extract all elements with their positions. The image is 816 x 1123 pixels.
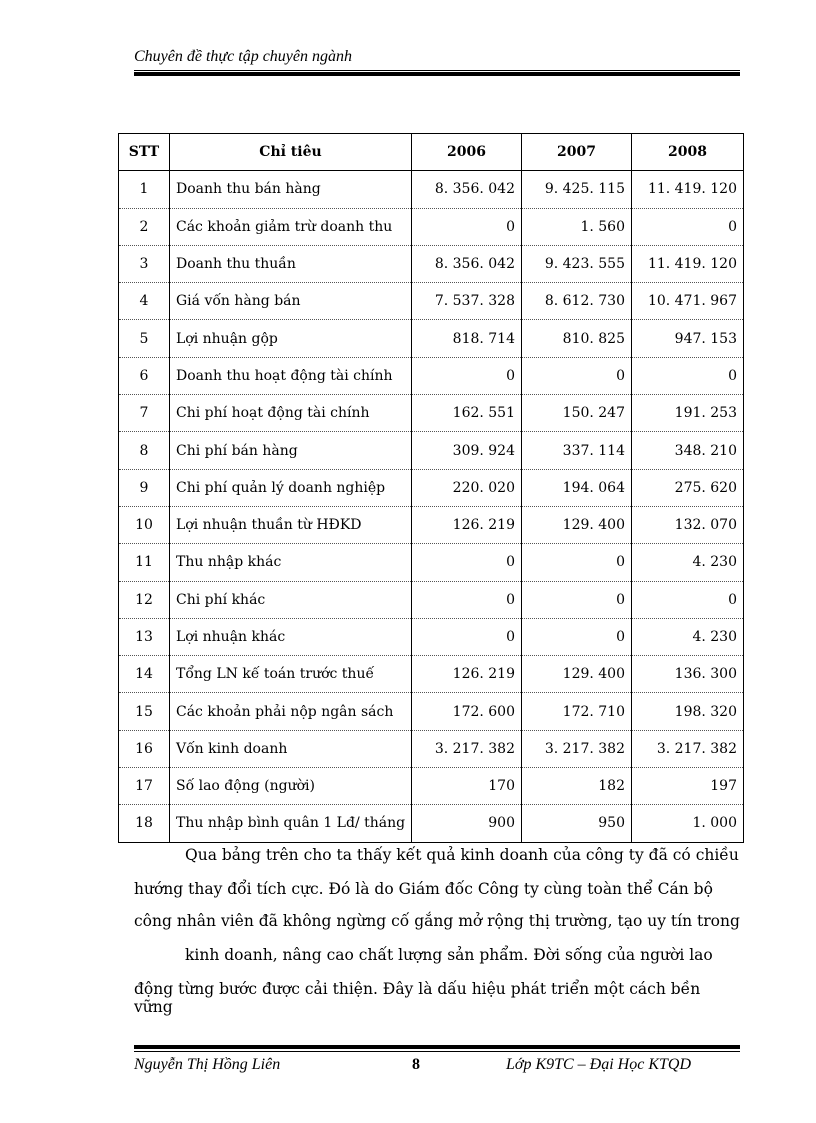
row-value-2007-cell: 3. 217. 382 — [522, 730, 632, 767]
paragraph-line: công nhân viên đã không ngừng cố gắng mở rộng thị trường, tạo uy tín trong — [134, 912, 740, 930]
row-value-2008-cell: 0 — [632, 581, 744, 618]
row-value-2006-cell: 309. 924 — [412, 432, 522, 469]
paragraph-line: kinh doanh, nâng cao chất lượng sản phẩm. Đời sống của người lao — [185, 946, 713, 964]
row-stt-cell: 16 — [119, 730, 170, 767]
row-value-2007-cell: 950 — [522, 805, 632, 842]
row-value-2006-cell: 0 — [412, 618, 522, 655]
row-stt-cell: 3 — [119, 245, 170, 282]
table-row — [119, 581, 744, 618]
row-value-2007-cell: 150. 247 — [522, 395, 632, 432]
row-indicator-cell: Chi phí hoạt động tài chính — [170, 395, 412, 432]
row-value-2006-cell: 818. 714 — [412, 320, 522, 357]
row-value-2008-cell: 275. 620 — [632, 469, 744, 506]
table-row — [119, 320, 744, 357]
row-value-2008-cell: 136. 300 — [632, 656, 744, 693]
row-value-2008-cell: 0 — [632, 357, 744, 394]
table-row — [119, 506, 744, 543]
row-value-2008-cell: 348. 210 — [632, 432, 744, 469]
row-stt-cell: 18 — [119, 805, 170, 842]
row-value-2006-cell: 0 — [412, 544, 522, 581]
table-row — [119, 245, 744, 282]
row-value-2007-cell: 194. 064 — [522, 469, 632, 506]
table-row — [119, 693, 744, 730]
row-value-2006-cell: 170 — [412, 768, 522, 805]
row-value-2008-cell: 198. 320 — [632, 693, 744, 730]
row-stt-cell: 10 — [119, 506, 170, 543]
row-value-2007-cell: 0 — [522, 618, 632, 655]
table-row — [119, 357, 744, 394]
row-value-2008-cell: 197 — [632, 768, 744, 805]
column-header-2006: 2006 — [412, 134, 522, 171]
row-value-2006-cell: 0 — [412, 581, 522, 618]
row-value-2007-cell: 172. 710 — [522, 693, 632, 730]
column-header-2008: 2008 — [632, 134, 744, 171]
row-value-2006-cell: 126. 219 — [412, 506, 522, 543]
column-header-indicator: Chỉ tiêu — [170, 134, 412, 171]
row-stt-cell: 12 — [119, 581, 170, 618]
row-value-2008-cell: 11. 419. 120 — [632, 245, 744, 282]
row-indicator-cell: Vốn kinh doanh — [170, 730, 412, 767]
row-value-2008-cell: 191. 253 — [632, 395, 744, 432]
footer-rule-thick — [134, 1045, 740, 1049]
row-value-2006-cell: 7. 537. 328 — [412, 283, 522, 320]
footer-rule-thin — [134, 1051, 740, 1052]
row-value-2007-cell: 1. 560 — [522, 208, 632, 245]
row-value-2007-cell: 129. 400 — [522, 506, 632, 543]
row-value-2006-cell: 0 — [412, 208, 522, 245]
table-row — [119, 656, 744, 693]
row-value-2008-cell: 4. 230 — [632, 544, 744, 581]
table-header-row — [119, 134, 744, 171]
row-value-2006-cell: 126. 219 — [412, 656, 522, 693]
row-value-2007-cell: 8. 612. 730 — [522, 283, 632, 320]
table-row — [119, 618, 744, 655]
row-value-2007-cell: 337. 114 — [522, 432, 632, 469]
row-stt-cell: 9 — [119, 469, 170, 506]
row-value-2008-cell: 947. 153 — [632, 320, 744, 357]
table-row — [119, 395, 744, 432]
row-indicator-cell: Giá vốn hàng bán — [170, 283, 412, 320]
row-value-2007-cell: 9. 425. 115 — [522, 171, 632, 208]
row-indicator-cell: Doanh thu hoạt động tài chính — [170, 357, 412, 394]
table-row — [119, 432, 744, 469]
row-indicator-cell: Doanh thu thuần — [170, 245, 412, 282]
row-stt-cell: 1 — [119, 171, 170, 208]
row-indicator-cell: Thu nhập khác — [170, 544, 412, 581]
row-indicator-cell: Lợi nhuận thuần từ HĐKD — [170, 506, 412, 543]
table-row — [119, 283, 744, 320]
paragraph-line: động từng bước được cải thiện. Đây là dấu hiệu phát triển một cách bền vững — [134, 980, 701, 1016]
row-value-2008-cell: 4. 230 — [632, 618, 744, 655]
row-stt-cell: 2 — [119, 208, 170, 245]
footer-class-info: Lớp K9TC – Đại Học KTQD — [506, 1056, 692, 1073]
row-indicator-cell: Chi phí bán hàng — [170, 432, 412, 469]
page-number: 8 — [412, 1056, 420, 1073]
row-stt-cell: 8 — [119, 432, 170, 469]
row-value-2006-cell: 3. 217. 382 — [412, 730, 522, 767]
row-stt-cell: 4 — [119, 283, 170, 320]
row-indicator-cell: Thu nhập bình quân 1 Lđ/ tháng — [170, 805, 412, 842]
row-stt-cell: 15 — [119, 693, 170, 730]
row-indicator-cell: Chi phí quản lý doanh nghiệp — [170, 469, 412, 506]
table-row — [119, 805, 744, 842]
row-stt-cell: 11 — [119, 544, 170, 581]
row-value-2008-cell: 3. 217. 382 — [632, 730, 744, 767]
row-value-2006-cell: 0 — [412, 357, 522, 394]
table-row — [119, 469, 744, 506]
row-stt-cell: 7 — [119, 395, 170, 432]
table-row — [119, 171, 744, 208]
row-value-2007-cell: 810. 825 — [522, 320, 632, 357]
table-row — [119, 768, 744, 805]
row-value-2006-cell: 162. 551 — [412, 395, 522, 432]
row-indicator-cell: Tổng LN kế toán trước thuế — [170, 656, 412, 693]
row-value-2006-cell: 900 — [412, 805, 522, 842]
row-value-2008-cell: 0 — [632, 208, 744, 245]
row-value-2007-cell: 0 — [522, 357, 632, 394]
row-stt-cell: 5 — [119, 320, 170, 357]
row-value-2006-cell: 172. 600 — [412, 693, 522, 730]
business-results-table — [118, 133, 744, 843]
row-value-2006-cell: 8. 356. 042 — [412, 245, 522, 282]
row-stt-cell: 17 — [119, 768, 170, 805]
row-value-2007-cell: 9. 423. 555 — [522, 245, 632, 282]
row-value-2007-cell: 0 — [522, 544, 632, 581]
row-indicator-cell: Các khoản phải nộp ngân sách — [170, 693, 412, 730]
row-indicator-cell: Các khoản giảm trừ doanh thu — [170, 208, 412, 245]
row-indicator-cell: Lợi nhuận khác — [170, 618, 412, 655]
footer-author: Nguyễn Thị Hồng Liên — [134, 1056, 281, 1073]
header-rule-thick — [134, 72, 740, 76]
row-value-2008-cell: 10. 471. 967 — [632, 283, 744, 320]
table-row — [119, 208, 744, 245]
page-header-title: Chuyên đề thực tập chuyên ngành — [134, 48, 352, 65]
paragraph-line: Qua bảng trên cho ta thấy kết quả kinh doanh của công ty đã có chiều — [185, 846, 739, 864]
row-value-2008-cell: 132. 070 — [632, 506, 744, 543]
row-stt-cell: 14 — [119, 656, 170, 693]
row-value-2007-cell: 0 — [522, 581, 632, 618]
table-row — [119, 544, 744, 581]
row-value-2008-cell: 11. 419. 120 — [632, 171, 744, 208]
row-value-2007-cell: 182 — [522, 768, 632, 805]
paragraph-line: hướng thay đổi tích cực. Đó là do Giám đốc Công ty cùng toàn thể Cán bộ — [134, 880, 713, 898]
column-header-2007: 2007 — [522, 134, 632, 171]
row-indicator-cell: Doanh thu bán hàng — [170, 171, 412, 208]
column-header-stt: STT — [119, 134, 170, 171]
table-row — [119, 730, 744, 767]
row-stt-cell: 13 — [119, 618, 170, 655]
row-indicator-cell: Lợi nhuận gộp — [170, 320, 412, 357]
row-indicator-cell: Chi phí khác — [170, 581, 412, 618]
row-value-2006-cell: 220. 020 — [412, 469, 522, 506]
row-value-2007-cell: 129. 400 — [522, 656, 632, 693]
header-rule-thin — [134, 70, 740, 71]
row-indicator-cell: Số lao động (người) — [170, 768, 412, 805]
row-value-2006-cell: 8. 356. 042 — [412, 171, 522, 208]
row-value-2008-cell: 1. 000 — [632, 805, 744, 842]
row-stt-cell: 6 — [119, 357, 170, 394]
